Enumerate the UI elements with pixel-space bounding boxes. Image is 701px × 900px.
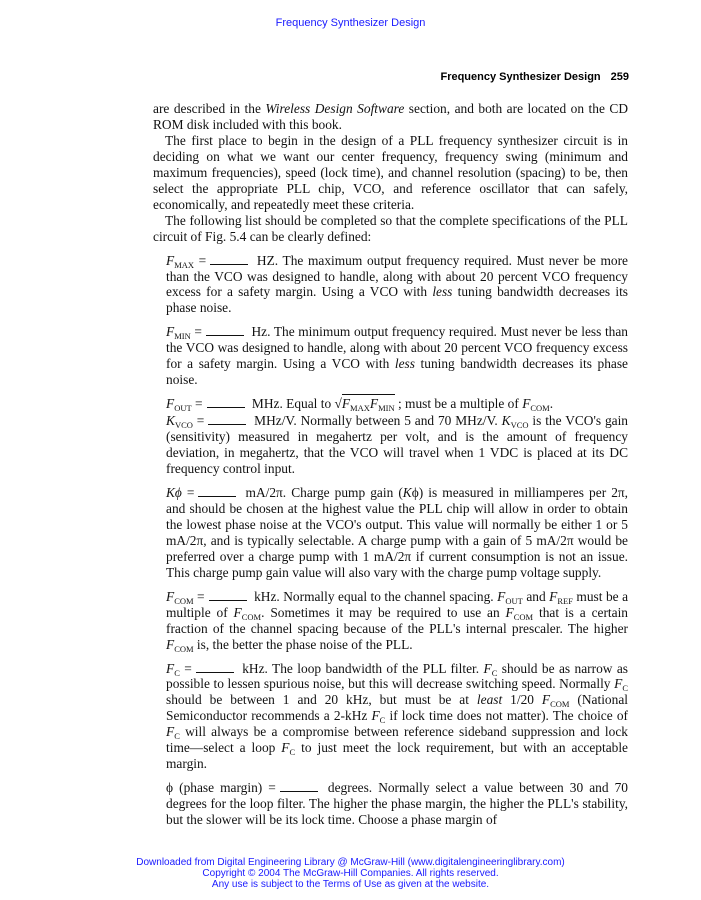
item-fc: $F_C$ = kHz. The loop bandwidth of the PLL filter. $F_C$ should be as narrow as possible to lessen spurious noise, but this will decrease switching speed. Normally $F_C$ should be between 1 and 20 kHz, but must be at least 1/20 $F_{COM}$ (National Semiconductor recommends a 2-kHz $F_C$ if lock time does not matter). The choice of $F_C$ will always be a compromise between reference sideband suppression and lock time—select a loop $F_C$ to just meet the lock requirement, but with an acceptable margin. (166, 660, 628, 772)
page-number: 259 (610, 71, 629, 83)
fill-blank (198, 487, 236, 497)
fill-blank (209, 591, 247, 601)
sqrt-sign: √ (334, 396, 342, 412)
item-phase-margin: ϕ (phase margin) = degrees. Normally select a value between 30 and 70 degrees for the loop filter. The higher the phase margin, the higher the PLL's stability, but the slower will be its lock time. Choose a phase margin of (166, 780, 628, 828)
fill-blank (280, 782, 318, 792)
item-fmin: $F_{MIN} = Hz$. The minimum output frequency required. Must never be less than the VCO was designed to handle, along with about 20 percent VCO frequency excess for a safety margin. Using a VCO with less tuning bandwidth decreases its phase noise. (166, 324, 628, 388)
fill-blank (208, 415, 246, 425)
paragraph-3: The following list should be completed so that the complete specifications of the PLL circuit of Fig. 5.4 can be clearly defined: (153, 212, 628, 244)
paragraph-1: are described in the Wireless Design Software section, and both are located on the CD ROM disk included with this book. (153, 101, 628, 132)
body-text (153, 101, 628, 828)
fill-blank (196, 663, 234, 673)
top-link[interactable]: Frequency Synthesizer Design (275, 17, 426, 29)
paragraph-2: The first place to begin in the design of a PLL frequency synthesizer circuit is in deciding on what we want our center frequency, frequency swing (minimum and maximum frequencies), speed (lock time), and channel resolution (spacing) to be, then select the appropriate PLL chip, VCO, and reference oscillator that can safely, economically, and repeatedly meet these criteria. (153, 132, 628, 212)
fill-blank (207, 398, 245, 408)
item-kphi: Kϕ = mA/2π. Charge pump gain (Kϕ) is measured in milliamperes per 2π, and should be chosen at the highest value the PLL chip will allow in order to obtain the lowest phase noise at the VCO's output. This value will normally be either 1 or 5 mA/2π, and is typically selectable. A charge pump with a gain of 5 mA/2π would be preferred over a charge pump with 1 mA/2π if current consumption is not an issue. This charge pump gain value will also vary with the charge pump voltage supply. (166, 484, 629, 580)
item-kvco: $K_{VCO} = MHz/V$. Normally between 5 and 70 MHz/V. $K_{VCO}$ is the VCO's gain (sensitivity) measured in megahertz per volt, and is the amount of frequency deviation, in megahertz, that the VCO will travel when 1 VDC is placed at its DC frequency control input. (166, 413, 629, 477)
running-head (440, 71, 629, 83)
fill-blank (210, 255, 248, 265)
footer-copyright: Copyright © 2004 The McGraw-Hill Companies. All rights reserved. (202, 868, 499, 879)
running-head-title: Frequency Synthesizer Design (440, 71, 601, 83)
footer-download-link[interactable]: Downloaded from Digital Engineering Library @ McGraw-Hill (www.digitalengineeringlibrary.com) (136, 857, 565, 868)
sqrt-argument: $F_{MAX}F_{MIN}$ (341, 396, 395, 414)
item-fcom: $F_{COM}$ = kHz. Normally equal to the channel spacing. $F_{OUT}$ and $F_{REF}$ must be a multiple of $F_{COM}$. Sometimes it may be required to use an $F_{COM}$ that is a certain fraction of the channel spacing because of the PLL's internal prescaler. The higher $F_{COM}$ is, the better the phase noise of the PLL. (166, 588, 629, 654)
footer (0, 857, 701, 890)
fill-blank (206, 326, 244, 336)
item-fmax: $F_{MAX}$ = HZ. The maximum output frequency required. Must never be more than the VCO was designed to handle, along with about 20 percent VCO frequency excess for a safety margin. Using a VCO with less tuning bandwidth decreases its phase noise. (166, 252, 629, 316)
item-fout: $F_{OUT}$ = MHz. Equal to $√F_{MAX}F_{MIN}$ ; must be a multiple of $F_{COM}$. (166, 396, 554, 414)
footer-terms-link[interactable]: Any use is subject to the Terms of Use as given at the website. (211, 879, 490, 890)
